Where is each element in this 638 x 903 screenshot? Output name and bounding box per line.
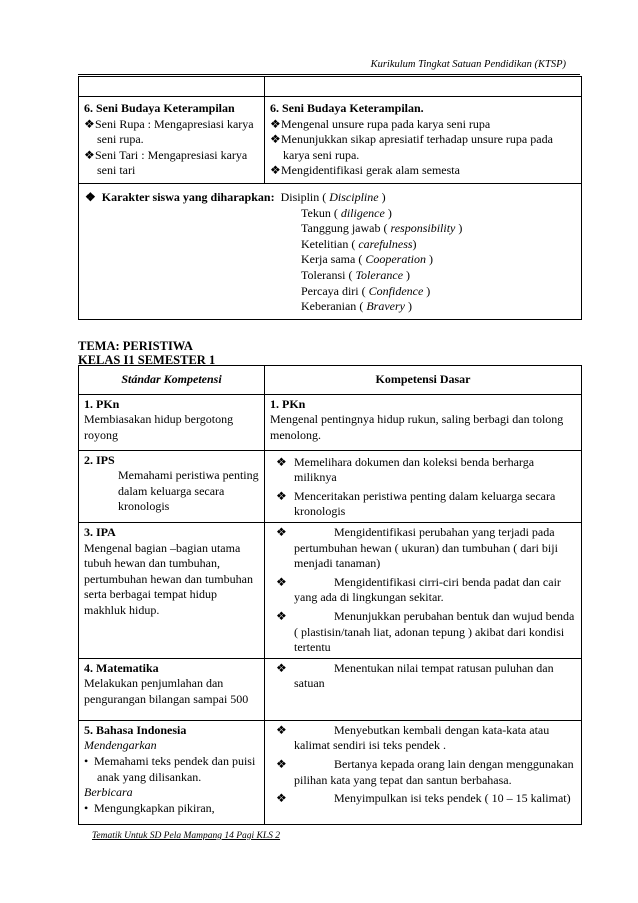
sk-text: Membiasakan hidup bergotong royong: [84, 412, 234, 442]
diamond-bullet-icon: ❖: [276, 574, 287, 589]
list-item: ❖Seni Tari : Mengapresiasi karya seni tari: [84, 147, 248, 178]
list-item: ❖ Memelihara dokumen dan koleksi benda berharga miliknya: [276, 454, 535, 485]
karakter-label: ❖ Karakter siswa yang diharapkan:: [85, 189, 275, 204]
sk-pkn: [79, 394, 265, 450]
list-item: ❖Mengidentifikasi gerak alam semesta: [270, 163, 460, 178]
list-item: • Memahami teks pendek dan puisi anak yang dilisankan.: [84, 753, 256, 784]
sk-text: Memahami peristiwa penting dalam keluarga secara kronologis: [118, 468, 259, 514]
list-item: ❖ Mengidentifikasi perubahan yang terjadi pada pertumbuhan hewan ( ukuran) dan tumbuhan ( dari biji menjadi tanaman): [276, 524, 558, 571]
diamond-bullet-icon: ❖: [270, 163, 281, 178]
list-item: ❖ Menyimpulkan isi teks pendek ( 10 – 15 kalimat): [276, 791, 571, 806]
diamond-bullet-icon: ❖: [276, 488, 287, 503]
empty-cell: [79, 77, 265, 97]
list-item: ❖ Menyebutkan kembali dengan kata-kata atau kalimat sendiri isi teks pendek .: [276, 722, 550, 753]
karakter-item: Kerja sama ( Cooperation ): [301, 252, 433, 267]
tema-title: TEMA: PERISTIWA: [78, 339, 193, 353]
sk-text: Mengenal bagian –bagian utama tubuh hewan dan tumbuhan, pertumbuhan hewan dan tumbuhan serta berbagai tempat hidup makhluk hidup.: [84, 540, 253, 617]
karakter-item: Tanggung jawab ( responsibility ): [301, 221, 463, 236]
kd-text: Mengenal pentingnya hidup rukun, saling berbagi dan tolong menolong.: [270, 412, 564, 442]
karakter-item: Tekun ( diligence ): [301, 205, 392, 220]
kd-pkn: [265, 394, 582, 450]
diamond-bullet-icon: ❖: [276, 660, 287, 675]
karakter-item: Disiplin ( Discipline ): [280, 189, 386, 204]
subject-title: 3. IPA: [84, 524, 116, 539]
column-header-kompetensi: Kompetensi Dasar: [265, 366, 582, 395]
diamond-bullet-icon: ❖: [270, 132, 281, 147]
bullet-icon: •: [84, 753, 89, 768]
subject-title: 5. Bahasa Indonesia: [84, 722, 187, 737]
sk-matematika: [79, 658, 265, 720]
table-kompetensi: [78, 365, 582, 825]
diamond-bullet-icon: ❖: [84, 116, 95, 131]
page-footer: Tematik Untuk SD Pela Mampang 14 Pagi KLS 2: [92, 831, 281, 841]
diamond-bullet-icon: ❖: [276, 524, 287, 539]
kd-ipa: [265, 522, 582, 658]
list-item: ❖ Menentukan nilai tempat ratusan puluhan dan satuan: [276, 660, 554, 691]
karakter-cell: [79, 183, 582, 319]
kd-bahasa-indonesia: [265, 720, 582, 825]
kd-title: 6. Seni Budaya Keterampilan.: [270, 101, 424, 115]
kd-seni-budaya: [265, 97, 582, 184]
subject-title: 4. Matematika: [84, 660, 159, 675]
sk-ips: [79, 450, 265, 522]
bullet-icon: •: [84, 800, 89, 815]
list-item: ❖ Menunjukkan perubahan bentuk dan wujud benda ( plastisin/tanah liat, adonan tepung ) akibat dari kondisi tertentu: [276, 608, 575, 655]
header-rule: [78, 74, 580, 75]
tema-heading: [78, 339, 215, 368]
sub-heading: Berbicara: [84, 785, 133, 800]
sk-ipa: [79, 522, 265, 658]
kd-matematika: [265, 658, 582, 720]
page-header: Kurikulum Tingkat Satuan Pendidikan (KTSP): [370, 59, 566, 70]
karakter-item: Ketelitian ( carefulness): [301, 236, 417, 251]
table-seni-budaya: [78, 76, 582, 320]
column-header-standar: Stándar Kompetensi: [79, 366, 265, 395]
karakter-item: Keberanian ( Bravery ): [301, 299, 412, 314]
karakter-item: Toleransi ( Tolerance ): [301, 267, 411, 282]
sk-seni-budaya: [79, 97, 265, 184]
empty-cell: [265, 77, 582, 97]
sk-bahasa-indonesia: [79, 720, 265, 825]
list-item: ❖ Menceritakan peristiwa penting dalam keluarga secara kronologis: [276, 488, 556, 519]
kelas-title: KELAS I1 SEMESTER 1: [78, 353, 216, 368]
diamond-bullet-icon: ❖: [276, 454, 287, 469]
sk-title: 6. Seni Budaya Keterampilan: [84, 101, 235, 115]
list-item: ❖Menunjukkan sikap apresiatif terhadap unsure rupa pada karya seni rupa.: [270, 132, 553, 162]
sub-heading: Mendengarkan: [84, 738, 157, 753]
subject-title: 1. PKn: [84, 396, 120, 411]
diamond-bullet-icon: ❖: [85, 189, 96, 204]
sk-text: Melakukan penjumlahan dan pengurangan bilangan sampai 500: [84, 676, 249, 706]
diamond-bullet-icon: ❖: [276, 756, 287, 771]
diamond-bullet-icon: ❖: [276, 608, 287, 623]
kd-ips: [265, 450, 582, 522]
list-item: ❖Seni Rupa : Mengapresiasi karya seni rupa.: [84, 116, 254, 147]
list-item: • Mengungkapkan pikiran,: [84, 800, 215, 815]
subject-title: 1. PKn: [270, 396, 306, 411]
subject-title: 2. IPS: [84, 452, 115, 467]
karakter-row: [85, 190, 576, 206]
list-item: ❖ Mengidentifikasi cirri-ciri benda padat dan cair yang ada di lingkungan sekitar.: [276, 574, 561, 605]
diamond-bullet-icon: ❖: [84, 147, 95, 162]
diamond-bullet-icon: ❖: [276, 722, 287, 737]
karakter-list: [301, 206, 576, 315]
diamond-bullet-icon: ❖: [276, 791, 287, 806]
karakter-item: Percaya diri ( Confidence ): [301, 283, 431, 298]
diamond-bullet-icon: ❖: [270, 116, 281, 131]
list-item: ❖Mengenal unsure rupa pada karya seni rupa: [270, 116, 491, 131]
list-item: ❖ Bertanya kepada orang lain dengan menggunakan pilihan kata yang tepat dan santun berbahasa.: [276, 756, 574, 787]
